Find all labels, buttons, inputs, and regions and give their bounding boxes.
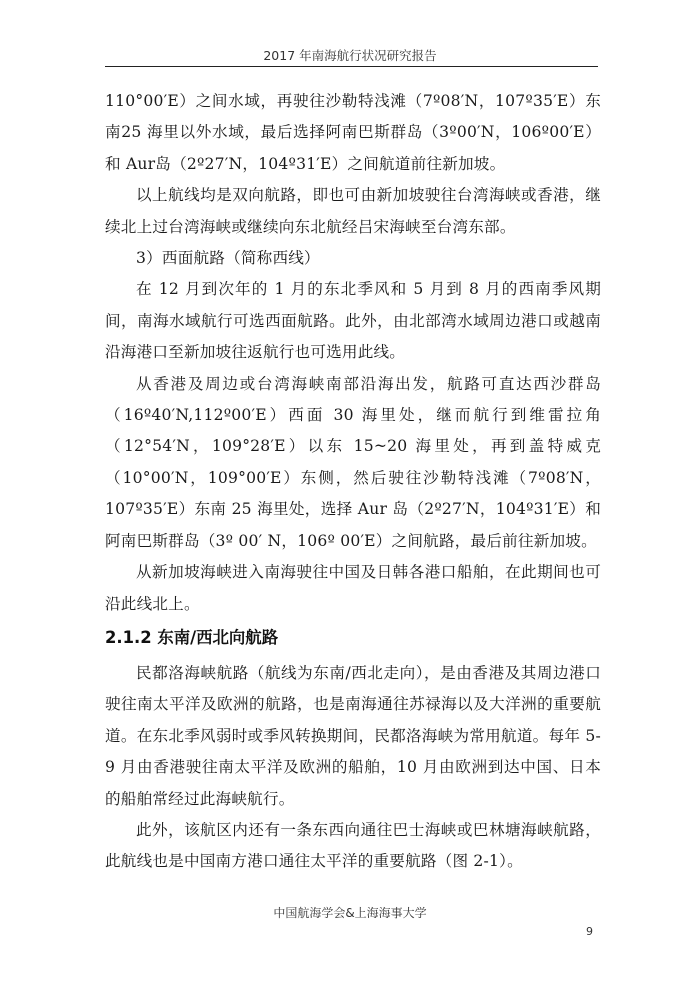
paragraph-continued-route: 110°00′E）之间水域，再驶往沙勒特浅滩（7º08′N，107º35′E）东南25 海里以外水域，最后选择阿南巴斯群岛（3º00′N，106º00′E）和 Aur岛（2º27′N，104º31′E）之间航道前往新加坡。 xyxy=(105,92,601,173)
section-heading: 2.1.2 东南/西北向航路 xyxy=(105,627,279,647)
running-header-title: 2017 年南海航行状况研究报告 xyxy=(263,48,437,63)
paragraph-west-route-season: 在 12 月到次年的 1 月的东北季风和 5 月到 8 月的西南季风期间，南海水域航行可选西面航路。此外，由北部湾水域周边港口或越南沿海港口至新加坡往返航行也可选用此线。 xyxy=(105,280,601,362)
subheading-west-route: 3）西面航路（简称西线） xyxy=(136,249,320,268)
footer-organization: 中国航海学会&上海海事大学 xyxy=(273,906,427,920)
paragraph-west-route-path: 从香港及周边或台湾海峡南部沿海出发，航路可直达西沙群岛（16º40′N,112º00′E）西面 30 海里处，继而航行到维雷拉角（12°54′N，109°28′E）以东 15~20 海里处，再到盖特威克（10°00′N，109°00′E）东侧，然后驶往沙勒特浅滩（7º08′N，107º35′E）东南 25 海里处，选择 Aur 岛（2º27′N，104º31′E）和阿南巴斯群岛（3º 00′ N，106º 00′E）之间航路，最后前往新加坡。 xyxy=(105,374,601,550)
header-divider xyxy=(105,66,598,67)
paragraph-two-way-routes: 以上航线均是双向航路，即也可由新加坡驶往台湾海峡或香港，继续北上过台湾海峡或继续向东北航经吕宋海峡至台湾东部。 xyxy=(105,186,601,236)
paragraph-mindoro-strait: 民都洛海峡航路（航线为东南/西北走向），是由香港及其周边港口驶往南太平洋及欧洲的航路，也是南海通往苏禄海以及大洋洲的重要航道。在东北季风弱时或季风转换期间，民都洛海峡为常用航道。每年 5-9 月由香港驶往南太平洋及欧洲的船舶，10 月由欧洲到达中国、日本的船舶常经过此海峡航行。 xyxy=(105,663,601,808)
page-body xyxy=(105,86,601,878)
paragraph-west-route-northbound: 从新加坡海峡进入南海驶往中国及日韩各港口船舶，在此期间也可沿此线北上。 xyxy=(105,563,601,613)
page-number: 9 xyxy=(586,925,593,938)
paragraph-bashi-route: 此外，该航区内还有一条东西向通往巴士海峡或巴林塘海峡航路，此航线也是中国南方港口通往太平洋的重要航路（图 2-1）。 xyxy=(105,820,601,871)
